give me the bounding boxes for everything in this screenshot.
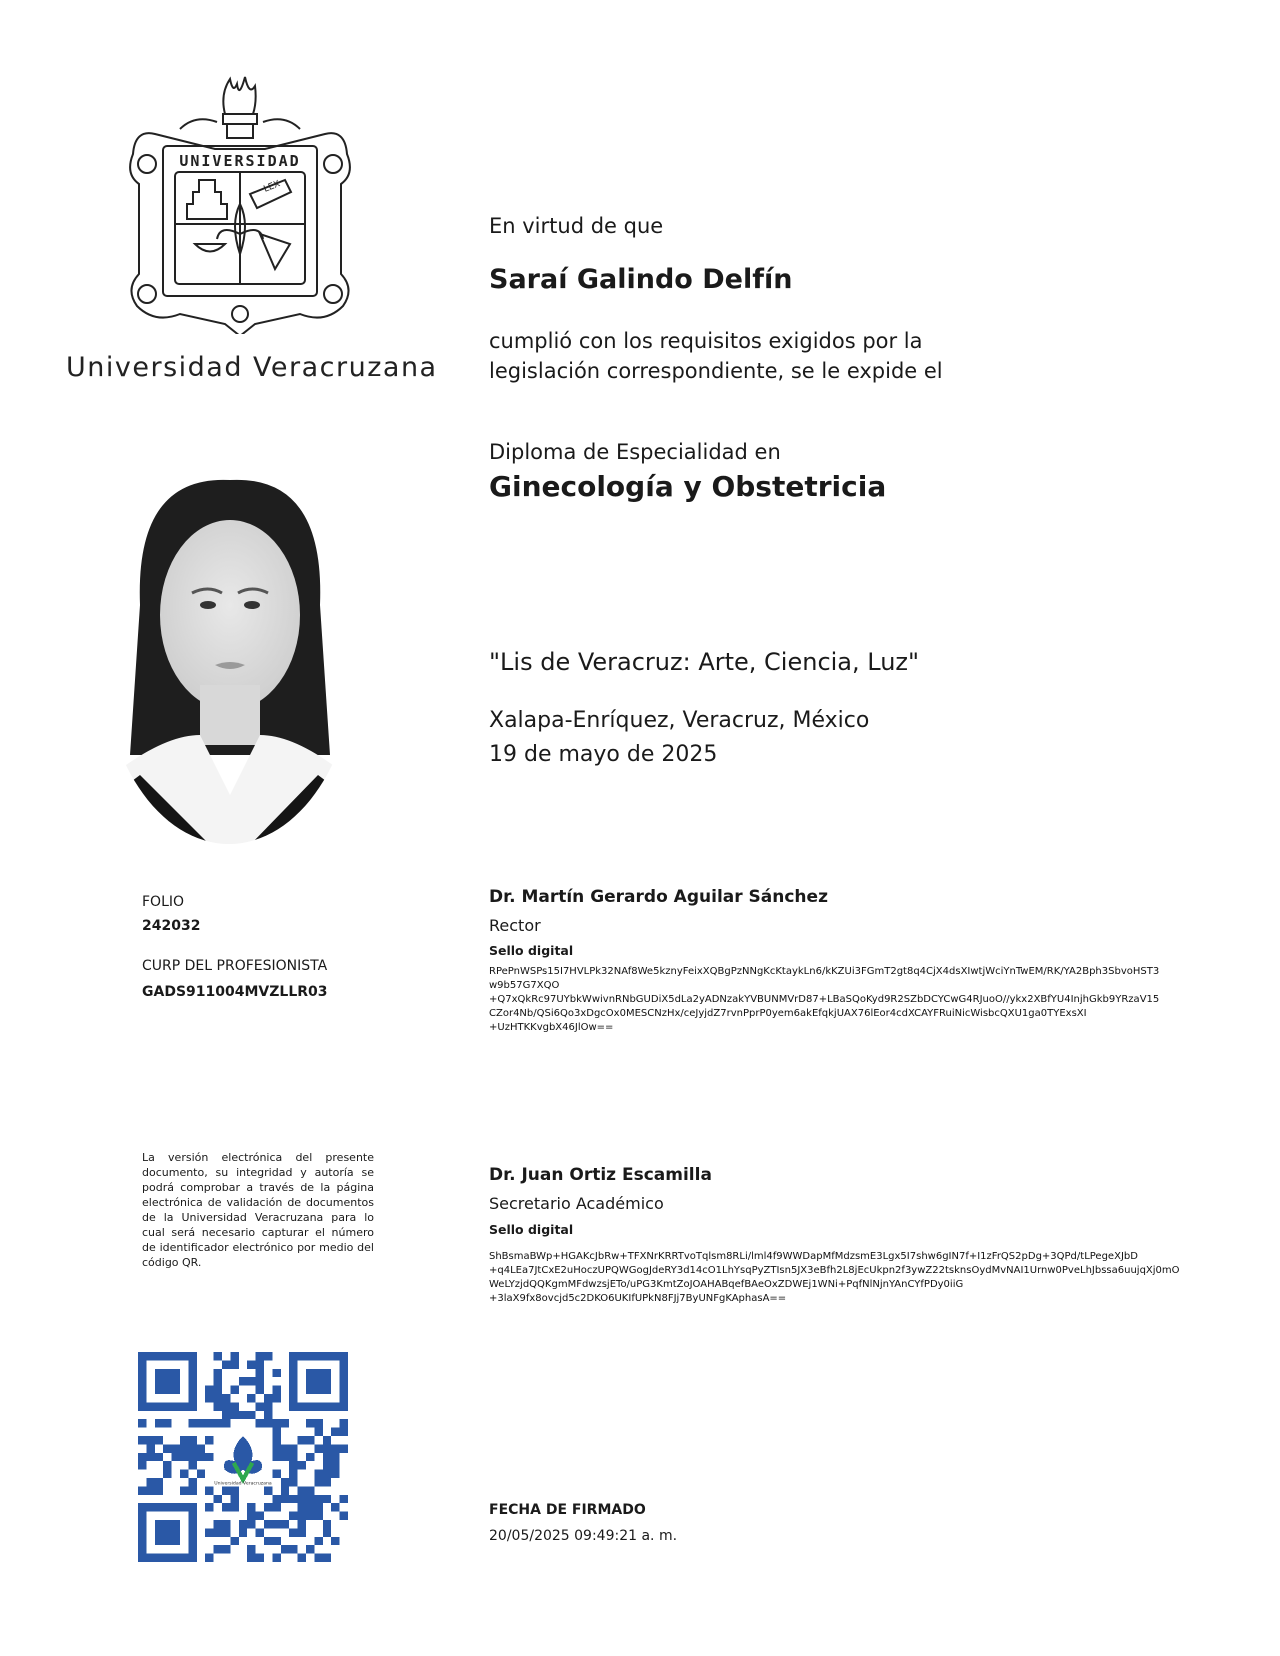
qr-module [314, 1537, 322, 1545]
qr-module [323, 1444, 331, 1452]
qr-module [180, 1470, 188, 1478]
qr-module [314, 1478, 322, 1486]
seal-line: +Q7xQkRc97UYbkWwivnRNbGUDiX5dLa2yADNzakYVBUNMVrD87+LBaSQoKyd9R2SZbDCYCwG4RJuoO//ykx2XBfYU4InjhGkb9YRzaV15 [489, 994, 1160, 1005]
qr-module [298, 1461, 306, 1469]
qr-module [197, 1419, 205, 1427]
qr-module [306, 1503, 314, 1511]
secretary-name: Dr. Juan Ortiz Escamilla [489, 1165, 712, 1185]
specialty-title: Ginecología y Obstetricia [489, 470, 887, 503]
qr-module [281, 1419, 289, 1427]
qr-module [272, 1428, 280, 1436]
qr-module [188, 1486, 196, 1494]
qr-module [247, 1520, 255, 1528]
qr-module [239, 1528, 247, 1536]
qr-module [281, 1444, 289, 1452]
qr-module [197, 1444, 205, 1452]
qr-module [247, 1411, 255, 1419]
torch-flame-icon [223, 77, 255, 114]
qr-module [188, 1419, 196, 1427]
qr-module [281, 1486, 289, 1494]
signing-date-value: 20/05/2025 09:49:21 a. m. [489, 1528, 678, 1544]
qr-module [214, 1377, 222, 1385]
qr-module [146, 1444, 154, 1452]
qr-module [214, 1352, 222, 1360]
qr-module [188, 1461, 196, 1469]
qr-module [272, 1394, 280, 1402]
qr-module [214, 1419, 222, 1427]
qr-module [230, 1503, 238, 1511]
qr-module [205, 1528, 213, 1536]
qr-module [323, 1436, 331, 1444]
qr-module [331, 1444, 339, 1452]
qr-module [264, 1394, 272, 1402]
qr-module [214, 1495, 222, 1503]
qr-module [256, 1369, 264, 1377]
qr-module [239, 1411, 247, 1419]
qr-module [323, 1453, 331, 1461]
intro-text: En virtud de que [489, 214, 664, 238]
qr-module [306, 1495, 314, 1503]
qr-module [214, 1520, 222, 1528]
qr-module [230, 1352, 238, 1360]
qr-module [247, 1394, 255, 1402]
qr-module [146, 1486, 154, 1494]
secretary-digital-seal [489, 1250, 1229, 1306]
qr-module [180, 1453, 188, 1461]
qr-module [306, 1436, 314, 1444]
qr-caption [214, 1481, 272, 1487]
qr-module [230, 1402, 238, 1410]
qr-module [155, 1419, 163, 1427]
qr-module [222, 1528, 230, 1536]
qr-module [314, 1419, 322, 1427]
qr-module [256, 1377, 264, 1385]
qr-module [272, 1419, 280, 1427]
qr-module [163, 1470, 171, 1478]
qr-module [222, 1486, 230, 1494]
qr-module [155, 1453, 163, 1461]
qr-module [138, 1486, 146, 1494]
qr-module [214, 1402, 222, 1410]
qr-module [247, 1360, 255, 1368]
qr-module [205, 1486, 213, 1494]
qr-module [256, 1352, 264, 1360]
qr-module [323, 1461, 331, 1469]
university-crest-logo [125, 74, 355, 334]
qr-module [222, 1419, 230, 1427]
qr-module [298, 1436, 306, 1444]
qr-module [306, 1512, 314, 1520]
qr-module [205, 1554, 213, 1562]
qr-module [188, 1453, 196, 1461]
qr-module [314, 1470, 322, 1478]
qr-module [289, 1545, 297, 1553]
qr-module [256, 1419, 264, 1427]
curp-value: GADS911004MVZLLR03 [142, 984, 328, 1000]
qr-module [188, 1436, 196, 1444]
qr-module [289, 1461, 297, 1469]
seal-line: RPePnWSPs15I7HVLPk32NAf8We5kznyFeixXQBgPzNNgKcKtaykLn6/kKZUi3FGmT2gt8q4CjX4dsXIwtjWciYnTwEM/RK/YA2Bph3SbvoHST3 [489, 966, 1160, 977]
rector-name: Dr. Martín Gerardo Aguilar Sánchez [489, 887, 828, 907]
qr-module [314, 1444, 322, 1452]
qr-module [247, 1545, 255, 1553]
qr-module [306, 1545, 314, 1553]
qr-module [272, 1369, 280, 1377]
qr-module [272, 1444, 280, 1452]
qr-module [289, 1512, 297, 1520]
issue-place: Xalapa-Enríquez, Veracruz, México [489, 708, 870, 733]
seal-line: WeLYzjdQQKgmMFdwzsjETo/uPG3KmtZoJOAHABqefBAeOxZDWEj1WNi+PqfNlNjnYAnCYfPDy0iiG [489, 1279, 964, 1290]
qr-module [230, 1386, 238, 1394]
qr-module [298, 1512, 306, 1520]
qr-module [340, 1512, 348, 1520]
qr-module [205, 1436, 213, 1444]
qr-module [247, 1377, 255, 1385]
qr-module [172, 1444, 180, 1452]
seal-line: CZor4Nb/QSi6Qo3xDgcOx0MESCNzHx/ceJyjdZ7rvnPprP0yem6akEfqkjUAX76lEor4cdXCAYFRuiNicWisbcQXU1ga0TYExsXI [489, 1008, 1087, 1019]
secretary-role: Secretario Académico [489, 1194, 664, 1213]
qr-module [289, 1444, 297, 1452]
qr-module [340, 1495, 348, 1503]
qr-module [331, 1503, 339, 1511]
seal-line: +UzHTKKvgbX46JlOw== [489, 1022, 614, 1033]
qr-module [264, 1520, 272, 1528]
qr-module [298, 1520, 306, 1528]
requirements-line-2: legislación correspondiente, se le expide el [489, 359, 943, 383]
qr-module [247, 1554, 255, 1562]
secretary-digital-seal-label: Sello digital [489, 1222, 574, 1237]
qr-module [214, 1394, 222, 1402]
qr-module [306, 1453, 314, 1461]
qr-module [180, 1436, 188, 1444]
folio-label: FOLIO [142, 894, 185, 910]
rector-digital-seal [489, 965, 1229, 1035]
qr-module [163, 1461, 171, 1469]
qr-module [222, 1545, 230, 1553]
qr-module [264, 1402, 272, 1410]
crest-lex-text: LEX [262, 179, 282, 195]
qr-module [138, 1461, 146, 1469]
qr-module [256, 1554, 264, 1562]
qr-module [340, 1444, 348, 1452]
qr-module [256, 1512, 264, 1520]
qr-module [314, 1554, 322, 1562]
qr-module [281, 1520, 289, 1528]
qr-module [256, 1386, 264, 1394]
folio-value: 242032 [142, 918, 201, 934]
qr-module [289, 1495, 297, 1503]
diploma-type: Diploma de Especialidad en [489, 440, 781, 464]
qr-module [281, 1478, 289, 1486]
qr-module [289, 1453, 297, 1461]
qr-module [323, 1520, 331, 1528]
qr-module [281, 1453, 289, 1461]
qr-module [180, 1486, 188, 1494]
qr-module [298, 1554, 306, 1562]
qr-module [205, 1386, 213, 1394]
qr-module [222, 1411, 230, 1419]
university-name: Universidad Veracruzana [66, 352, 438, 383]
qr-module [272, 1537, 280, 1545]
qr-finder-pattern [155, 1520, 180, 1545]
qr-module [222, 1394, 230, 1402]
qr-module [163, 1444, 171, 1452]
qr-module [264, 1411, 272, 1419]
qr-module [281, 1545, 289, 1553]
qr-module [272, 1436, 280, 1444]
qr-module [264, 1486, 272, 1494]
qr-module [155, 1478, 163, 1486]
qr-module [138, 1453, 146, 1461]
qr-module [214, 1386, 222, 1394]
qr-module [256, 1360, 264, 1368]
qr-module [214, 1545, 222, 1553]
motto: "Lis de Veracruz: Arte, Ciencia, Luz" [489, 648, 920, 676]
qr-module [298, 1528, 306, 1536]
qr-module [323, 1554, 331, 1562]
qr-module [272, 1386, 280, 1394]
qr-module [239, 1377, 247, 1385]
crest-title-text: UNIVERSIDAD [179, 152, 301, 170]
seal-line: +3laX9fx8ovcjd5c2DKO6UKIfUPkN8FJj7ByUNFgKAphasA== [489, 1293, 787, 1304]
seal-line: ShBsmaBWp+HGAKcJbRw+TFXNrKRRTvoTqlsm8RLi/lml4f9WWDapMfMdzsmE3Lgx5I7shw6gIN7f+I1zFrQS2pDg+3QPd/tLPegeXJbD [489, 1251, 1138, 1262]
qr-module [222, 1520, 230, 1528]
qr-module [205, 1394, 213, 1402]
qr-module [230, 1360, 238, 1368]
qr-module [289, 1478, 297, 1486]
qr-module [222, 1360, 230, 1368]
qr-module [272, 1503, 280, 1511]
qr-module [331, 1470, 339, 1478]
qr-module [230, 1411, 238, 1419]
qr-module [264, 1352, 272, 1360]
qr-module [264, 1503, 272, 1511]
qr-module [138, 1419, 146, 1427]
qr-module [306, 1486, 314, 1494]
qr-module [306, 1419, 314, 1427]
qr-module [222, 1402, 230, 1410]
qr-module [314, 1495, 322, 1503]
qr-module [331, 1428, 339, 1436]
graduate-photo [100, 455, 358, 845]
graduate-name: Saraí Galindo Delfín [489, 264, 793, 295]
qr-module [323, 1495, 331, 1503]
qr-module [314, 1512, 322, 1520]
qr-module [180, 1444, 188, 1452]
qr-module [314, 1503, 322, 1511]
qr-module [314, 1428, 322, 1436]
qr-module [298, 1503, 306, 1511]
qr-module [331, 1453, 339, 1461]
qr-module [256, 1528, 264, 1536]
qr-module [214, 1369, 222, 1377]
qr-module [331, 1537, 339, 1545]
qr-module [222, 1503, 230, 1511]
uv-fleur-logo-icon [224, 1436, 262, 1480]
qr-module [331, 1461, 339, 1469]
issue-place-date [489, 704, 869, 772]
qr-finder-pattern [306, 1369, 331, 1394]
qr-module [138, 1436, 146, 1444]
qr-module [205, 1419, 213, 1427]
rector-role: Rector [489, 916, 541, 935]
qr-module [146, 1478, 154, 1486]
qr-module [289, 1528, 297, 1536]
qr-module [264, 1419, 272, 1427]
signing-date-label: FECHA DE FIRMADO [489, 1502, 646, 1518]
qr-module [340, 1428, 348, 1436]
qr-module [323, 1528, 331, 1536]
validation-notice: La versión electrónica del presente documento, su integridad y autoría se podrá comprobar a través de la página electrónica de validación de documentos de la Universidad Veracruzana para lo cual será necesario capturar el número de identificador electrónico por medio del código QR. [142, 1151, 374, 1269]
qr-module [247, 1503, 255, 1511]
qr-module [172, 1453, 180, 1461]
qr-module [289, 1470, 297, 1478]
qr-module [264, 1537, 272, 1545]
qr-module [298, 1486, 306, 1494]
qr-module [163, 1419, 171, 1427]
qr-module [272, 1520, 280, 1528]
qr-module [281, 1495, 289, 1503]
qr-module [340, 1419, 348, 1427]
qr-module [272, 1495, 280, 1503]
qr-module [205, 1503, 213, 1511]
qr-module [188, 1444, 196, 1452]
qr-module [197, 1470, 205, 1478]
qr-module [146, 1453, 154, 1461]
qr-module [239, 1520, 247, 1528]
qr-module [230, 1495, 238, 1503]
requirements-text [489, 326, 1009, 386]
qr-module [256, 1402, 264, 1410]
qr-module [230, 1486, 238, 1494]
qr-module [230, 1537, 238, 1545]
qr-module [323, 1478, 331, 1486]
qr-module [323, 1470, 331, 1478]
qr-module [188, 1478, 196, 1486]
qr-module [146, 1436, 154, 1444]
qr-module [247, 1512, 255, 1520]
requirements-line-1: cumplió con los requisitos exigidos por la [489, 329, 923, 353]
issue-date: 19 de mayo de 2025 [489, 742, 718, 767]
validation-qr-code[interactable] [138, 1352, 348, 1562]
qr-module [272, 1470, 280, 1478]
qr-finder-pattern [155, 1369, 180, 1394]
qr-module [197, 1453, 205, 1461]
rector-digital-seal-label: Sello digital [489, 943, 574, 958]
qr-module [272, 1554, 280, 1562]
qr-module [272, 1453, 280, 1461]
qr-module [298, 1495, 306, 1503]
seal-line: +q4LEa7JtCxE2uHoczUPQWGogJdeRY3d14cO1LhYsqPyZTIsn5JX3eBfh2L8jEcUkpn2f3ywZ22tsknsOydMvNAI1Urnw0PveLhJbssa6uujqXj0mO [489, 1265, 1180, 1276]
qr-module [155, 1486, 163, 1494]
qr-module [214, 1528, 222, 1536]
qr-module [205, 1453, 213, 1461]
curp-label: CURP DEL PROFESIONISTA [142, 958, 328, 974]
seal-line: w9b57G7XQO [489, 980, 560, 991]
qr-module [155, 1436, 163, 1444]
